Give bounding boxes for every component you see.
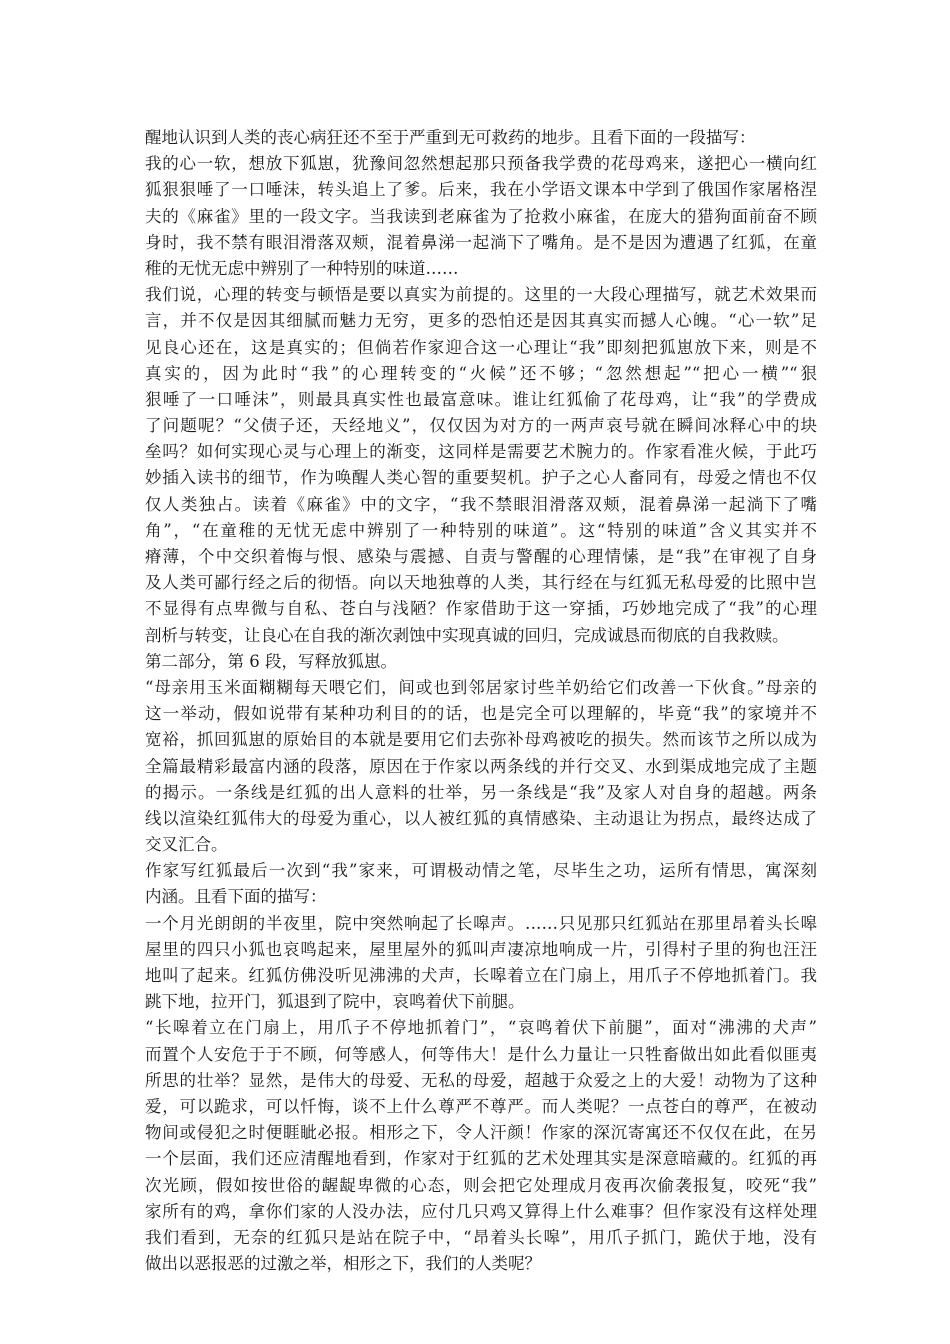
text-line: 一个月光朗朗的半夜里，院中突然响起了长嗥声。……只见那只红狐站在那里昂着头长嗥 [145, 913, 817, 933]
article-text [145, 125, 817, 1277]
text-line: 作家写红狐最后一次到“我”家来，可谓极动情之笔，尽毕生之功，运所有情思，寓深刻 [145, 861, 817, 881]
text-line: 爱，可以跪求，可以忏悔，谈不上什么尊严不尊严。而人类呢？一点苍白的尊严，在被动 [145, 1096, 817, 1116]
text-line: 线以渲染红狐伟大的母爱为重心，以人被红狐的真情感染、主动退让为拐点，最终达成了 [145, 808, 817, 828]
text-line: 稚的无忧无虑中辨别了一种特别的味道…… [145, 258, 459, 278]
text-line: 狠唾了一口唾沫”，则最具真实性也最富意味。谁让红狐偷了花母鸡，让“我”的学费成 [145, 389, 817, 409]
text-line: 我们看到，无奈的红狐只是站在院子中，“昂着头长嗥”，用爪子抓门，跪伏于地，没有 [145, 1227, 817, 1247]
text-line: “母亲用玉米面糊糊每天喂它们，间或也到邻居家讨些羊奶给它们改善一下伙食。”母亲的 [145, 677, 817, 697]
text-line: 屋里的四只小狐也哀鸣起来，屋里屋外的狐叫声凄凉地响成一片，引得村子里的狗也汪汪 [145, 939, 817, 959]
text-line: 及人类可鄙行经之后的彻悟。向以天地独尊的人类，其行经在与红狐无私母爱的比照中岂 [145, 573, 817, 593]
text-line: “长嗥着立在门扇上，用爪子不停地抓着门”，“哀鸣着伏下前腿”，面对“沸沸的犬声” [145, 1018, 817, 1038]
text-line: 垒吗？如何实现心灵与心理上的渐变，这同样是需要艺术腕力的。作家看准火候，于此巧 [145, 442, 817, 462]
text-line: 身时，我不禁有眼泪滑落双颊，混着鼻涕一起淌下了嘴角。是不是因为遭遇了红狐，在童 [145, 232, 817, 252]
text-line: 家所有的鸡，拿你们家的人没办法，应付几只鸡又算得上什么难事？但作家没有这样处理 [145, 1201, 817, 1221]
text-line: 一个层面，我们还应清醒地看到，作家对于红狐的艺术处理其实是深意暗藏的。红狐的再 [145, 1149, 817, 1169]
text-line: 不显得有点卑微与自私、苍白与浅陋？作家借助于这一穿插，巧妙地完成了“我”的心理 [145, 599, 817, 619]
text-line: 跳下地，拉开门，狐退到了院中，哀鸣着伏下前腿。 [145, 992, 525, 1012]
text-line: 所思的壮举？显然，是伟大的母爱、无私的母爱，超越于众爱之上的大爱！动物为了这种 [145, 1070, 817, 1090]
text-line: 而置个人安危于于不顾，何等感人，何等伟大！是什么力量让一只牲畜做出如此看似匪夷 [145, 1044, 817, 1064]
text-line: 见良心还在，这是真实的；但倘若作家迎合这一心理让“我”即刻把狐崽放下来，则是不 [145, 337, 817, 357]
text-line: 做出以恶报恶的过激之举，相形之下，我们的人类呢？ [145, 1254, 541, 1274]
text-line: 的揭示。一条线是红狐的出人意料的壮举，另一条线是“我”及家人对自身的超越。两条 [145, 782, 817, 802]
text-line: 了问题呢？“父债子还，天经地义”，仅仅因为对方的一两声哀号就在瞬间冰释心中的块 [145, 416, 817, 436]
text-line: 言，并不仅是因其细腻而魅力无穷，更多的恐怕还是因其真实而撼人心魄。“心一软”足 [145, 311, 817, 331]
text-line: 真实的，因为此时“我”的心理转变的“火候”还不够；“忽然想起”“把心一横”“狠 [145, 363, 817, 383]
text-line: 我的心一软，想放下狐崽，犹豫间忽然想起那只预备我学费的花母鸡来，遂把心一横向红 [145, 154, 817, 174]
text-line: 全篇最精彩最富内涵的段落，原因在于作家以两条线的并行交叉、水到渠成地完成了主题 [145, 756, 817, 776]
text-line: 宽裕，抓回狐崽的原始目的本就是要用它们去弥补母鸡被吃的损失。然而该节之所以成为 [145, 730, 817, 750]
text-line: 第二部分，第 6 段，写释放狐崽。 [145, 651, 397, 671]
text-line: 夫的《麻雀》里的一段文字。当我读到老麻雀为了抢救小麻雀，在庞大的猎狗面前奋不顾 [145, 206, 817, 226]
text-line: 剖析与转变，让良心在自我的渐次剥蚀中实现真诚的回归，完成诚恳而彻底的自我救赎。 [145, 625, 789, 645]
text-line: 醒地认识到人类的丧心病狂还不至于严重到无可救药的地步。且看下面的一段描写： [145, 128, 756, 147]
text-line: 这一举动，假如说带有某种功利目的的话，也是完全可以理解的，毕竟“我”的家境并不 [145, 704, 817, 724]
text-line: 物间或侵犯之时便睚眦必报。相形之下，令人汗颜！作家的深沉寄寓还不仅仅在此，在另 [145, 1123, 817, 1143]
text-line: 我们说，心理的转变与顿悟是要以真实为前提的。这里的一大段心理描写，就艺术效果而 [145, 285, 817, 305]
text-line: 狐狠狠唾了一口唾沫，转头追上了爹。后来，我在小学语文课本中学到了俄国作家屠格涅 [145, 180, 817, 200]
text-line: 仅人类独占。读着《麻雀》中的文字，“我不禁眼泪滑落双颊，混着鼻涕一起淌下了嘴 [145, 494, 817, 514]
text-line: 角”，“在童稚的无忧无虑中辨别了一种特别的味道”。这“特别的味道”含义其实并不 [145, 520, 817, 540]
text-line: 次光顾，假如按世俗的龌龊卑微的心态，则会把它处理成月夜再次偷袭报复，咬死“我” [145, 1175, 817, 1195]
text-line: 内涵。且看下面的描写： [145, 887, 327, 907]
text-line: 瘠薄，个中交织着悔与恨、感染与震撼、自责与警醒的心理情愫，是“我”在审视了自身 [145, 547, 817, 566]
text-line: 交叉汇合。 [145, 835, 228, 855]
text-line: 妙插入读书的细节，作为唤醒人类心智的重要契机。护子之心人畜同有，母爱之情也不仅 [145, 468, 817, 488]
text-line: 地叫了起来。红狐仿佛没听见沸沸的犬声，长嗥着立在门扇上，用爪子不停地抓着门。我 [145, 966, 817, 985]
